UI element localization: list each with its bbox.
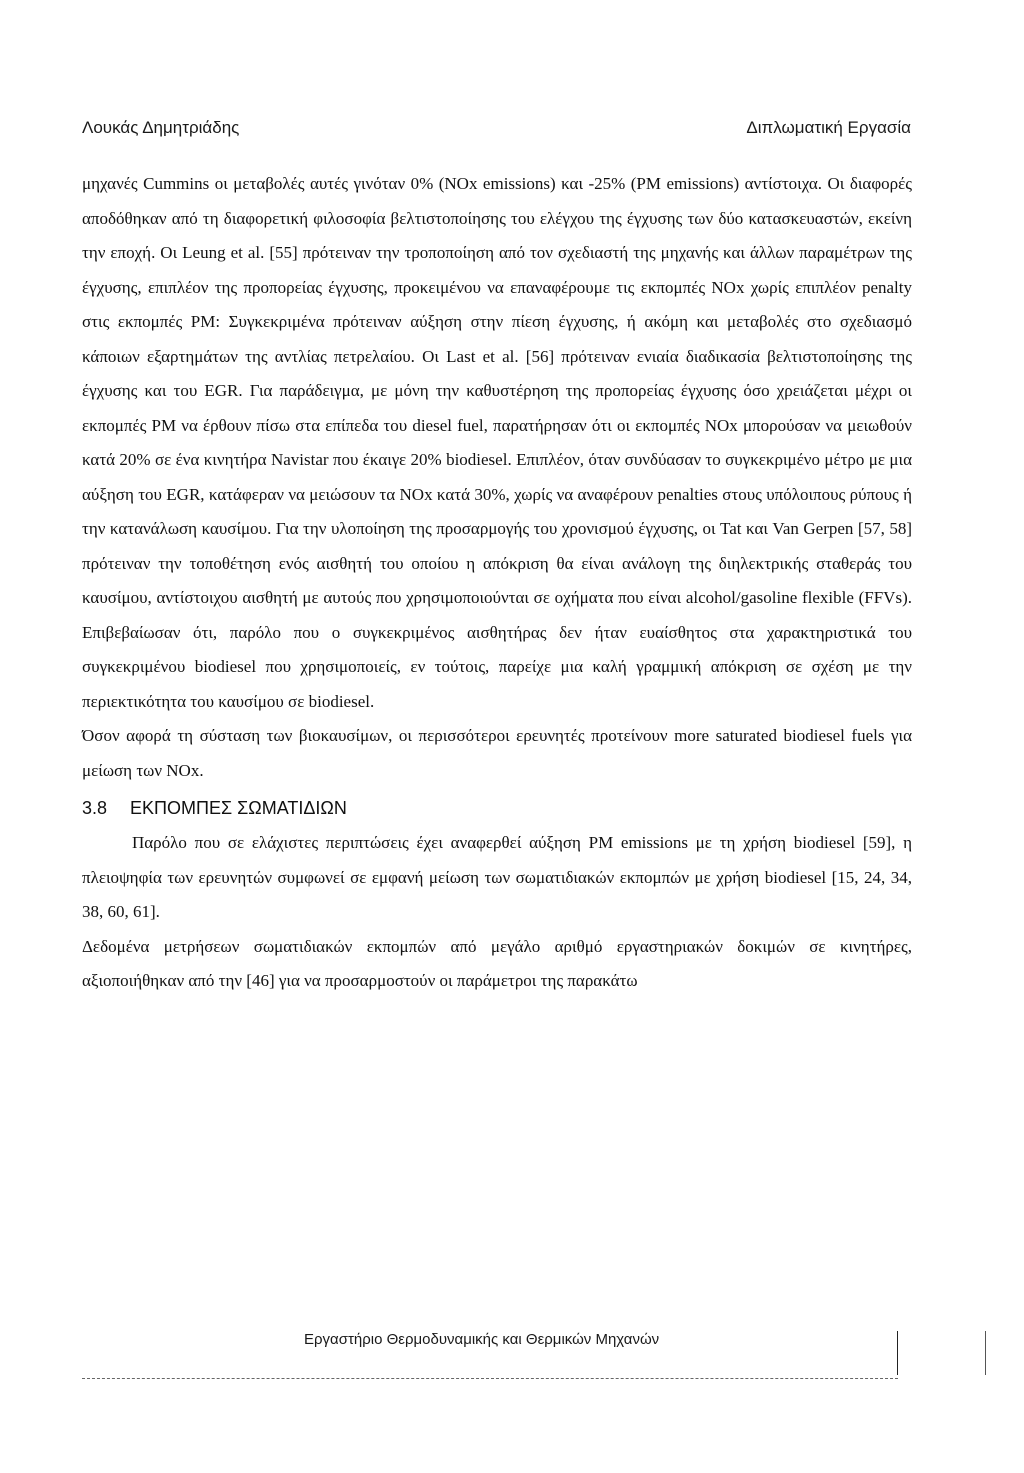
- page-footer: [82, 1331, 912, 1381]
- page-content: [82, 167, 912, 999]
- section-heading: [82, 790, 912, 826]
- page-header: [82, 118, 911, 138]
- paragraph-1: μηχανές Cummins οι μεταβολές αυτές γινόταν 0% (NOx emissions) και -25% (PM emissions) αντίστοιχα. Οι διαφορές αποδόθηκαν από τη διαφορετική φιλοσοφία βελτιστοποίησης του ελέγχου της έγχυσης των δύο κατασκευαστών, εκείνη την εποχή. Οι Leung et al. [55] πρότειναν την τροποποίηση από τον σχεδιαστή της μηχανής και άλλων παραμέτρων της έγχυσης, επιπλέον της προπορείας έγχυσης, προκειμένου να επαναφέρουμε τις εκπομπές NOx χωρίς επιπλέον penalty στις εκπομπές PM: Συγκεκριμένα πρότειναν αύξηση στην πίεση έγχυσης, ή ακόμη και μεταβολές στο σχεδιασμό κάποιων εξαρτημάτων της αντλίας πετρελαίου. Οι Last et al. [56] πρότειναν ενιαία διαδικασία βελτιστοποίησης της έγχυσης και του EGR. Για παράδειγμα, με μόνη την καθυστέρηση της προπορείας έγχυσης όσο χρειάζεται μέχρι οι εκπομπές PM να έρθουν πίσω στα επίπεδα του diesel fuel, παρατήρησαν ότι οι εκπομπές NOx μπορούσαν να μειωθούν κατά 20% σε ένα κινητήρα Navistar που έκαιγε 20% biodiesel. Επιπλέον, όταν συνδύασαν το συγκεκριμένο μέτρο με μια αύξηση του EGR, κατάφεραν να μειώσουν τα NOx κατά 30%, χωρίς να αναφέρουν penalties στους υπόλοιπους ρύπους ή την κατανάλωση καυσίμου. Για την υλοποίηση της προσαρμογής του χρονισμού έγχυσης, οι Tat και Van Gerpen [57, 58] πρότειναν την τοποθέτηση ενός αισθητή του οποίου η απόκριση θα είναι ανάλογη της διηλεκτρικής σταθεράς του καυσίμου, αντίστοιχου αισθητή με αυτούς που χρησιμοποιούνται σε οχήματα που είναι alcohol/gasoline flexible (FFVs). Επιβεβαίωσαν ότι, παρόλο που ο συγκεκριμένος αισθητήρας δεν ήταν ευαίσθητος στα χαρακτηριστικά του συγκεκριμένου biodiesel που χρησιμοποιείς, εν τούτοις, παρείχε μια καλή γραμμική απόκριση σε σχέση με την περιεκτικότητα του καυσίμου σε biodiesel.: [82, 174, 912, 711]
- footer-divider: [897, 1331, 898, 1375]
- document-type: Διπλωματική Εργασία: [746, 118, 911, 137]
- section-title: ΕΚΠΟΜΠΕΣ ΣΩΜΑΤΙΔΙΩΝ: [130, 798, 347, 818]
- footer-rule: [82, 1378, 898, 1379]
- footer-lab-name: Εργαστήριο Θερμοδυναμικής και Θερμικών Μηχανών: [304, 1331, 660, 1348]
- section-number: 3.8: [82, 798, 108, 818]
- footer-divider-right: [985, 1331, 986, 1375]
- author-name: Λουκάς Δημητριάδης: [82, 118, 240, 137]
- paragraph-2: Όσον αφορά τη σύσταση των βιοκαυσίμων, οι περισσότεροι ερευνητές προτείνουν more saturated biodiesel fuels για μείωση των NOx.: [82, 726, 912, 780]
- paragraph-3: Παρόλο που σε ελάχιστες περιπτώσεις έχει αναφερθεί αύξηση PM emissions με τη χρήση biodiesel [59], η πλειοψηφία των ερευνητών συμφωνεί σε εμφανή μείωση των σωματιδιακών εκπομπών με χρήση biodiesel [15, 24, 34, 38, 60, 61].: [82, 833, 912, 921]
- paragraph-4: Δεδομένα μετρήσεων σωματιδιακών εκπομπών από μεγάλο αριθμό εργαστηριακών δοκιμών σε κινητήρες, αξιοποιήθηκαν από την [46] για να προσαρμοστούν οι παράμετροι της παρακάτω: [82, 936, 912, 990]
